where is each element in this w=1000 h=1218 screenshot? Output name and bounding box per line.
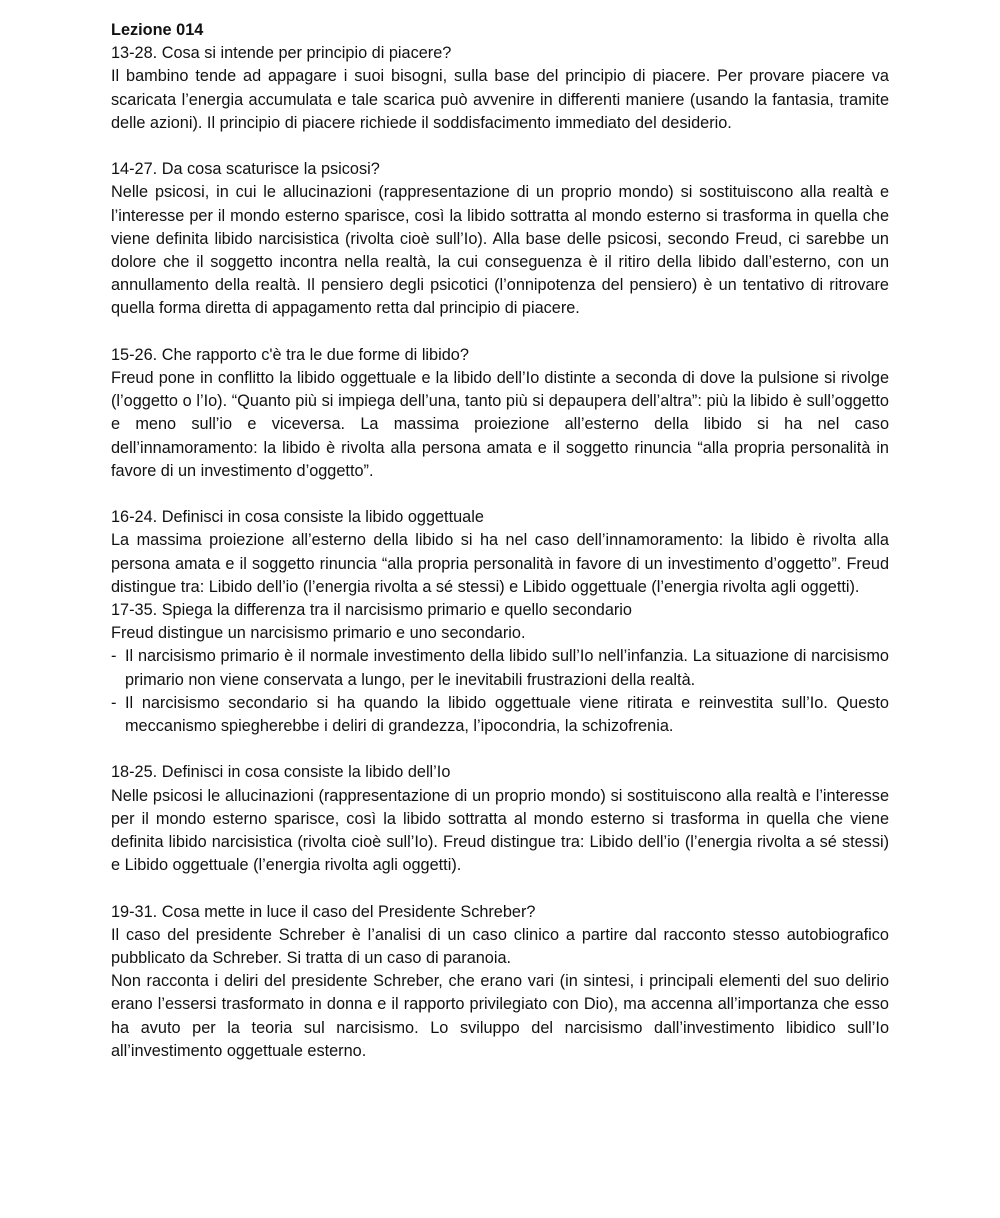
answer-paragraph: Nelle psicosi, in cui le allucinazioni (rappresentazione di un proprio mondo) si sostituiscono alla realtà e l’interesse per il mondo esterno sparisce, così la libido sottratta al mondo esterno si trasforma in quella che viene definita libido narcisistica (rivolta cioè sull’Io). Alla base delle psicosi, secondo Freud, ci sarebbe un dolore che il soggetto incontra nella realtà, la cui conseguenza è il ritiro della libido dall’esterno, con un annullamento della realtà. Il pensiero degli psicotici (l’onnipotenza del pensiero) è un tentativo di ritrovare quella forma diretta di appagamento retta dal principio di piacere.	[111, 183, 889, 318]
section-16-24	[111, 506, 889, 599]
list-item: - Il narcisismo secondario si ha quando la libido oggettuale viene ritirata e reinvestita sull’Io. Questo meccanismo spiegherebbe i deliri di grandezza, l’ipocondria, la schizofrenia.	[111, 692, 889, 738]
answer-paragraph: Il caso del presidente Schreber è l’analisi di un caso clinico a partire dal racconto stesso autobiografico pubblicato da Schreber. Si tratta di un caso di paranoia.	[111, 925, 889, 968]
answer-paragraph: Freud distingue un narcisismo primario e uno secondario.	[111, 624, 526, 643]
list-item: - Il narcisismo primario è il normale investimento della libido sull’Io nell’infanzia. La situazione di narcisismo primario non viene conservata a lungo, per le inevitabili frustrazioni della realtà.	[111, 645, 889, 691]
section-14-27	[111, 158, 889, 320]
answer-paragraph: Non racconta i deliri del presidente Schreber, che erano vari (in sintesi, i principali elementi del suo delirio erano l’essersi trasformato in donna e il rapporto privilegiato con Dio), ma accenna all’importanza che esso ha avuto per la teoria sul narcisismo. Lo sviluppo del narcisismo dall’investimento libidico sull’Io all’investimento oggettuale esterno.	[111, 972, 889, 1060]
question-heading: 17-35. Spiega la differenza tra il narcisismo primario e quello secondario	[111, 601, 632, 620]
question-heading: 13-28. Cosa si intende per principio di piacere?	[111, 44, 452, 63]
question-heading: 16-24. Definisci in cosa consiste la libido oggettuale	[111, 508, 484, 527]
question-heading: 15-26. Che rapporto c'è tra le due forme di libido?	[111, 345, 469, 364]
section-13-28	[111, 42, 889, 135]
question-heading: 14-27. Da cosa scaturisce la psicosi?	[111, 160, 380, 179]
answer-paragraph: Il bambino tende ad appagare i suoi bisogni, sulla base del principio di piacere. Per provare piacere va scaricata l’energia accumulata e tale scarica può avvenire in differenti maniere (usando la fantasia, tramite delle azioni). Il principio di piacere richiede il soddisfacimento immediato del desiderio.	[111, 67, 889, 132]
section-19-31	[111, 901, 889, 1063]
section-17-35	[111, 599, 889, 738]
answer-paragraph: Freud pone in conflitto la libido oggettuale e la libido dell’Io distinte a seconda di dove la pulsione si rivolge (l’oggetto o l’Io). “Quanto più si impiega dell’una, tanto più si depaupera dell’altra”: più la libido è sull’oggetto e meno sull’io e viceversa. La massima proiezione all’esterno della libido si ha nel caso dell’innamoramento: la libido è rivolta alla persona amata e il soggetto rinuncia “alla propria personalità in favore di un investimento d’oggetto”.	[111, 369, 889, 480]
bullet-list	[111, 645, 889, 738]
answer-paragraph: La massima proiezione all’esterno della libido si ha nel caso dell’innamoramento: la libido è rivolta alla persona amata e il soggetto rinuncia “alla propria personalità in favore di un investimento d’oggetto”. Freud distingue tra: Libido dell’io (l’energia rivolta a sé stessi) e Libido oggettuale (l’energia rivolta agli oggetti).	[111, 531, 889, 596]
question-heading: 19-31. Cosa mette in luce il caso del Presidente Schreber?	[111, 902, 536, 921]
section-15-26	[111, 344, 889, 483]
lesson-title: Lezione 014	[111, 21, 204, 39]
document-page	[111, 19, 889, 1063]
answer-paragraph: Nelle psicosi le allucinazioni (rappresentazione di un proprio mondo) si sostituiscono alla realtà e l’interesse per il mondo esterno sparisce, così la libido sottratta al mondo esterno si trasforma in quella che viene definita libido narcisistica (rivolta cioè sull’Io). Freud distingue tra: Libido dell’io (l’energia rivolta a sé stessi) e Libido oggettuale (l’energia rivolta agli oggetti).	[111, 786, 889, 875]
section-18-25	[111, 761, 889, 877]
question-heading: 18-25. Definisci in cosa consiste la libido dell’Io	[111, 763, 451, 782]
